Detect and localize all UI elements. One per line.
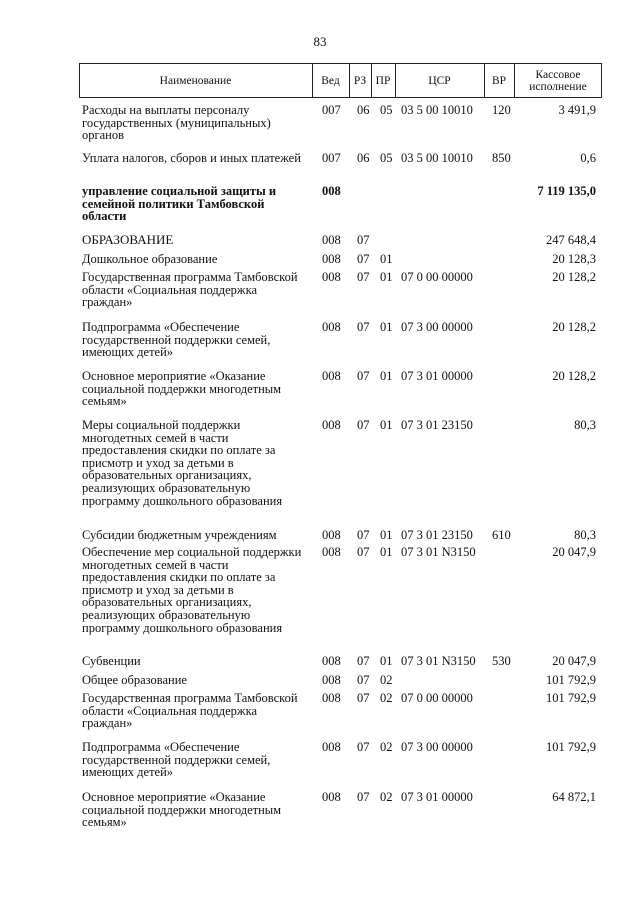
row-ved: 007 bbox=[322, 151, 341, 165]
row-name: Основное мероприятие «Оказание социальной поддержки многодетным семьям» bbox=[82, 369, 282, 409]
row-rz: 06 bbox=[357, 151, 370, 165]
row-rz: 07 bbox=[357, 418, 370, 432]
row-sum: 64 872,1 bbox=[552, 790, 596, 804]
row-pr: 01 bbox=[380, 320, 393, 334]
row-rz: 07 bbox=[357, 790, 370, 804]
header-sum-line2: исполнение bbox=[529, 80, 587, 93]
row-ved: 008 bbox=[322, 740, 341, 754]
row-sum: 20 128,3 bbox=[552, 252, 596, 266]
row-rz: 07 bbox=[357, 691, 370, 705]
row-sum: 0,6 bbox=[580, 151, 596, 165]
row-csr: 07 3 01 00000 bbox=[401, 790, 473, 804]
row-pr: 02 bbox=[380, 740, 393, 754]
row-pr: 01 bbox=[380, 654, 393, 668]
header-sum-line1: Кассовое bbox=[535, 68, 581, 81]
row-name: Расходы на выплаты персоналу государственных (муниципальных) органов bbox=[82, 103, 271, 143]
header-rz: РЗ bbox=[353, 74, 367, 87]
row-sum: 101 792,9 bbox=[546, 673, 596, 687]
row-csr: 07 3 00 00000 bbox=[401, 740, 473, 754]
row-sum: 80,3 bbox=[574, 528, 596, 542]
row-ved: 008 bbox=[322, 270, 341, 284]
row-sum: 20 128,2 bbox=[552, 369, 596, 383]
row-csr: 07 3 01 23150 bbox=[401, 528, 473, 542]
row-csr: 07 3 01 23150 bbox=[401, 418, 473, 432]
row-ved: 008 bbox=[322, 790, 341, 804]
row-rz: 07 bbox=[357, 252, 370, 266]
row-ved: 008 bbox=[322, 654, 341, 668]
row-name: Подпрограмма «Обеспечение государственной поддержки семей, имеющих детей» bbox=[82, 740, 271, 780]
row-csr: 07 3 01 N3150 bbox=[401, 545, 476, 559]
row-sum: 20 128,2 bbox=[552, 320, 596, 334]
row-name: Государственная программа Тамбовской области «Социальная поддержка граждан» bbox=[82, 270, 298, 310]
row-name: управление социальной защиты и семейной политики Тамбовской области bbox=[82, 184, 277, 224]
header-pr: ПР bbox=[375, 74, 391, 87]
row-ved: 008 bbox=[322, 418, 341, 432]
row-name: Субсидии бюджетным учреждениям bbox=[82, 528, 277, 542]
row-sum: 80,3 bbox=[574, 418, 596, 432]
row-sum: 20 047,9 bbox=[552, 545, 596, 559]
row-ved: 008 bbox=[322, 369, 341, 383]
row-pr: 01 bbox=[380, 270, 393, 284]
row-vr: 850 bbox=[492, 151, 511, 165]
row-rz: 07 bbox=[357, 320, 370, 334]
row-vr: 610 bbox=[492, 528, 511, 542]
row-pr: 05 bbox=[380, 151, 393, 165]
row-name: Субвенции bbox=[82, 654, 141, 668]
row-name: ОБРАЗОВАНИЕ bbox=[82, 232, 174, 247]
row-csr: 07 0 00 00000 bbox=[401, 270, 473, 284]
row-rz: 07 bbox=[357, 673, 370, 687]
row-sum: 247 648,4 bbox=[546, 233, 596, 247]
row-pr: 02 bbox=[380, 673, 393, 687]
row-pr: 05 bbox=[380, 103, 393, 117]
row-rz: 07 bbox=[357, 654, 370, 668]
row-csr: 07 3 01 N3150 bbox=[401, 654, 476, 668]
row-ved: 008 bbox=[322, 252, 341, 266]
row-pr: 01 bbox=[380, 252, 393, 266]
header-name: Наименование bbox=[159, 74, 232, 87]
row-vr: 120 bbox=[492, 103, 511, 117]
row-ved: 008 bbox=[322, 320, 341, 334]
row-name: Государственная программа Тамбовской области «Социальная поддержка граждан» bbox=[82, 691, 298, 731]
row-sum: 7 119 135,0 bbox=[537, 184, 596, 198]
row-ved: 008 bbox=[322, 545, 341, 559]
row-ved: 008 bbox=[322, 184, 341, 198]
row-name: Подпрограмма «Обеспечение государственной поддержки семей, имеющих детей» bbox=[82, 320, 271, 360]
row-rz: 07 bbox=[357, 740, 370, 754]
header-sum bbox=[514, 64, 602, 97]
row-sum: 20 128,2 bbox=[552, 270, 596, 284]
table-header bbox=[79, 63, 602, 98]
row-pr: 01 bbox=[380, 528, 393, 542]
header-csr: ЦСР bbox=[428, 74, 451, 87]
row-csr: 07 3 01 00000 bbox=[401, 369, 473, 383]
page-number: 83 bbox=[313, 34, 327, 49]
row-ved: 008 bbox=[322, 673, 341, 687]
row-ved: 008 bbox=[322, 233, 341, 247]
row-pr: 01 bbox=[380, 418, 393, 432]
header-vr: ВР bbox=[491, 74, 507, 87]
row-sum: 101 792,9 bbox=[546, 691, 596, 705]
row-pr: 01 bbox=[380, 369, 393, 383]
row-rz: 07 bbox=[357, 233, 370, 247]
row-pr: 02 bbox=[380, 691, 393, 705]
row-vr: 530 bbox=[492, 654, 511, 668]
row-csr: 07 0 00 00000 bbox=[401, 691, 473, 705]
row-rz: 07 bbox=[357, 545, 370, 559]
row-pr: 02 bbox=[380, 790, 393, 804]
row-rz: 07 bbox=[357, 270, 370, 284]
row-name: Обеспечение мер социальной поддержки многодетных семей в части предоставления скидки по оплате за присмотр и уход за детьми в образовательных организациях, реализующих образовательную программу дошкольного образования bbox=[82, 545, 302, 635]
row-rz: 07 bbox=[357, 528, 370, 542]
row-ved: 008 bbox=[322, 528, 341, 542]
row-csr: 03 5 00 10010 bbox=[401, 103, 473, 117]
row-sum: 101 792,9 bbox=[546, 740, 596, 754]
row-csr: 07 3 00 00000 bbox=[401, 320, 473, 334]
row-rz: 06 bbox=[357, 103, 370, 117]
row-name: Меры социальной поддержки многодетных семей в части предоставления скидки по оплате за присмотр и уход за детьми в образовательных организациях, реализующих образовательную программу дошкольного образования bbox=[82, 418, 283, 508]
header-ved: Вед bbox=[321, 74, 340, 87]
row-name: Основное мероприятие «Оказание социальной поддержки многодетным семьям» bbox=[82, 790, 282, 830]
row-rz: 07 bbox=[357, 369, 370, 383]
row-sum: 3 491,9 bbox=[558, 103, 596, 117]
row-ved: 007 bbox=[322, 103, 341, 117]
row-name: Уплата налогов, сборов и иных платежей bbox=[82, 151, 301, 165]
row-name: Дошкольное образование bbox=[82, 252, 218, 266]
row-name: Общее образование bbox=[82, 673, 187, 687]
row-sum: 20 047,9 bbox=[552, 654, 596, 668]
row-csr: 03 5 00 10010 bbox=[401, 151, 473, 165]
row-pr: 01 bbox=[380, 545, 393, 559]
row-ved: 008 bbox=[322, 691, 341, 705]
